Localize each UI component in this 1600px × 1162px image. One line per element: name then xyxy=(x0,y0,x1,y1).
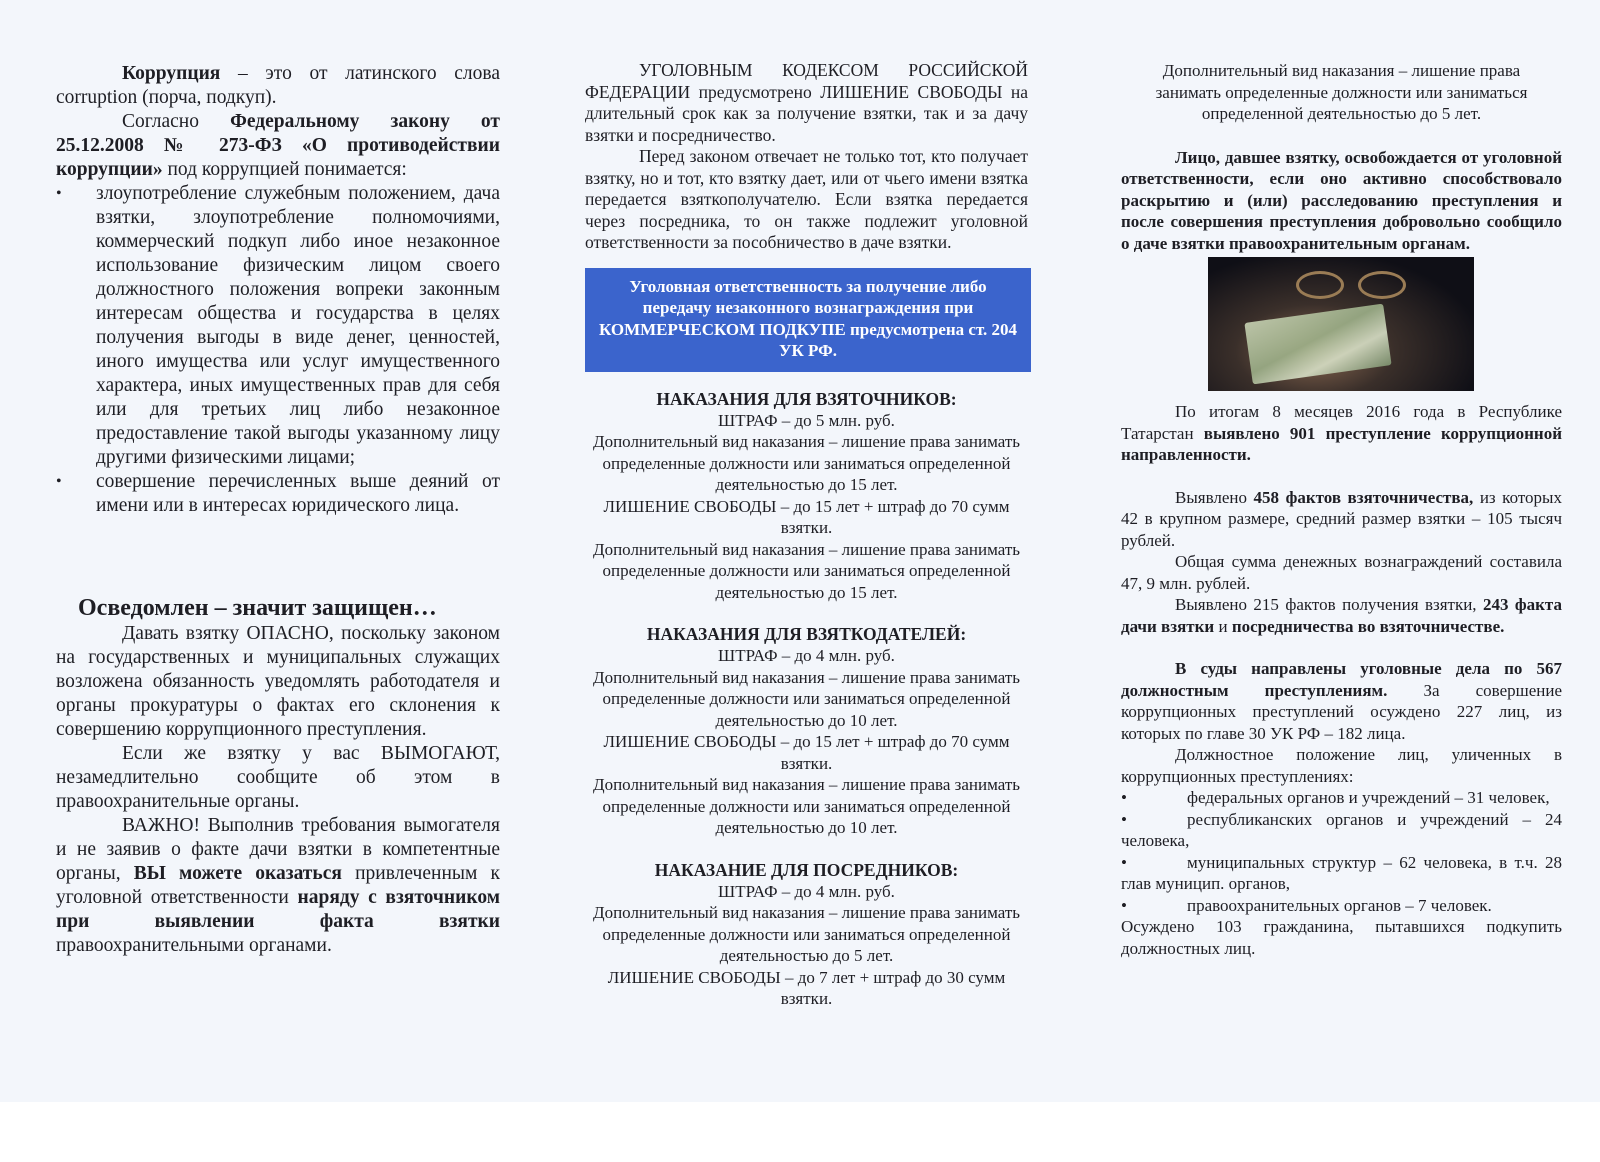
receipt-bold-1: 243 факта дачи взятки xyxy=(1121,595,1562,636)
court-cases xyxy=(1121,658,1562,744)
term-corruption: Коррупция xyxy=(122,63,221,84)
law-name: Федеральному закону от 25.12.2008 № 273-ФЗ «О противодействии коррупции» xyxy=(56,111,500,180)
statistics-intro xyxy=(1121,401,1562,466)
convicted-citizens: Осуждено 103 гражданина, пытавшихся подкупить должностных лиц. xyxy=(1121,917,1562,958)
stats-start: По итогам 8 месяцев 2016 года в Республике Татарстан xyxy=(1121,402,1562,443)
section-title: НАКАЗАНИЯ ДЛЯ ВЗЯТОЧНИКОВ: xyxy=(656,388,957,409)
definition-text: – это от латинского слова corruption (порча, подкуп). xyxy=(56,63,500,108)
list-item-text: муниципальных структур – 62 человека, в т.ч. 28 глав муницип. органов, xyxy=(1121,852,1562,893)
stats-bold: выявлено 901 преступление коррупционной направленности. xyxy=(1121,423,1563,464)
additional-penalty: Дополнительный вид наказания – лишение права занимать определенные должности или заниматься определенной деятельностью до 5 лет. xyxy=(1155,61,1528,123)
liability-paragraph: Перед законом отвечает не только тот, кто получает взятку, но и тот, кто взятку дает, или от чьего имени взятка передается взяткополучателю. Если взятка передается через посредника, то он также подлежит уголовной ответственности за пособничество в даче взятки. xyxy=(585,146,1028,252)
total-amount: Общая сумма денежных вознаграждений составила 47, 9 млн. рублей. xyxy=(1121,552,1562,593)
bullet-icon: • xyxy=(1121,809,1127,829)
facts-start: Выявлено xyxy=(1175,487,1254,507)
receipt-bold-2: посредничества во взяточничестве. xyxy=(1231,616,1505,636)
additional-penalty: Дополнительный вид наказания – лишение права занимать определенные должности или заниматься определенной деятельностью до 15 лет. xyxy=(592,432,1021,494)
receipt-start: Выявлено 215 фактов получения взятки, xyxy=(1175,595,1483,614)
law-intro: Согласно xyxy=(122,111,231,132)
list-item-text: правоохранительных органов – 7 человек. xyxy=(1187,895,1492,915)
list-item xyxy=(1121,895,1562,917)
fine-text: ШТРАФ – до 4 млн. руб. xyxy=(718,881,895,901)
list-item-text: федеральных органов и учреждений – 31 человек, xyxy=(1187,788,1550,807)
middle-column xyxy=(585,60,1028,1010)
receipt-mid: и xyxy=(1214,616,1232,636)
money-icon xyxy=(1244,304,1391,385)
important-bold-1: ВЫ можете оказаться xyxy=(133,863,342,884)
positions-intro: Должностное положение лиц, уличенных в коррупционных преступлениях: xyxy=(1121,745,1562,786)
additional-penalty: Дополнительный вид наказания – лишение права занимать определенные должности или заниматься определенной деятельностью до 10 лет. xyxy=(592,775,1021,837)
right-column xyxy=(1121,60,1562,959)
important-rest: правоохранительными органами. xyxy=(56,935,332,956)
court-rest: За совершение коррупционных преступлений осуждено 227 лиц, из которых по главе 30 УК РФ – 182 лица. xyxy=(1121,680,1562,743)
facts-rest: из которых 42 в крупном размере, средний размер взятки – 105 тысяч рублей. xyxy=(1121,487,1562,550)
criminal-code-paragraph: УГОЛОВНЫМ КОДЕКСОМ РОССИЙСКОЙ ФЕДЕРАЦИИ предусмотрено ЛИШЕНИЕ СВОБОДЫ на длительный срок как за получение взятки, так и за дачу взятки и посредничество. xyxy=(585,60,1028,145)
corruption-definition xyxy=(56,62,500,110)
list-item-text: республиканских органов и учреждений – 24 человека, xyxy=(1121,809,1562,850)
important-mid: привлеченным к уголовной ответственности xyxy=(56,863,500,908)
fine-text: ШТРАФ – до 5 млн. руб. xyxy=(718,410,895,430)
definition-list xyxy=(56,182,500,518)
additional-penalty: Дополнительный вид наказания – лишение права занимать определенные должности или заниматься определенной деятельностью до 5 лет. xyxy=(592,903,1021,965)
bullet-icon: • xyxy=(1121,788,1127,807)
imprisonment-text: ЛИШЕНИЕ СВОБОДЫ – до 15 лет + штраф до 70 сумм взятки. xyxy=(603,732,1010,773)
section-heading: Осведомлен – значит защищен… xyxy=(78,595,437,621)
federal-law-paragraph xyxy=(56,110,500,182)
bribery-facts xyxy=(1121,487,1562,552)
section-title: НАКАЗАНИЯ ДЛЯ ВЗЯТКОДАТЕЛЕЙ: xyxy=(646,624,967,644)
additional-penalty: Дополнительный вид наказания – лишение права занимать определенные должности или заниматься определенной деятельностью до 15 лет. xyxy=(592,539,1021,602)
additional-penalty: Дополнительный вид наказания – лишение права занимать определенные должности или заниматься определенной деятельностью до 10 лет. xyxy=(592,667,1021,730)
left-column xyxy=(56,62,500,958)
section-title: НАКАЗАНИЕ ДЛЯ ПОСРЕДНИКОВ: xyxy=(654,859,959,880)
bullet-icon: • xyxy=(1121,895,1127,915)
list-item: • совершение перечисленных выше деяний от имени или в интересах юридического лица. xyxy=(56,470,500,518)
list-item xyxy=(1121,809,1562,852)
page-bottom-margin xyxy=(0,1102,1600,1162)
important-paragraph xyxy=(56,814,500,958)
fine-text: ШТРАФ – до 4 млн. руб. xyxy=(718,646,895,665)
list-item: • злоупотребление служебным положением, дача взятки, злоупотребление полномочиями, коммерческий подкуп либо иное незаконное использование физическим лицом своего должностного положения вопреки законным интересам общества и государства в целях получения выгоды в виде денег, ценностей, иного имущества или услуг имущественного характера, иных имущественных прав для себя или для третьих лиц либо незаконное предоставление такой выгоды указанному лицу другими физическими лицами; xyxy=(56,182,500,470)
important-bold-2: наряду с взяточником при выявлении факта взятки xyxy=(56,887,500,932)
handcuff-icon xyxy=(1358,271,1406,299)
bribe-receipt-facts xyxy=(1121,594,1562,637)
imprisonment-text: ЛИШЕНИЕ СВОБОДЫ – до 7 лет + штраф до 30 сумм взятки. xyxy=(607,967,1006,1008)
positions-list xyxy=(1121,787,1562,916)
extortion-paragraph: Если же взятку у вас ВЫМОГАЮТ, незамедлительно сообщите об этом в правоохранительные органы. xyxy=(56,743,500,812)
danger-paragraph: Давать взятку ОПАСНО, поскольку законом на государственных и муниципальных служащих возложена обязанность уведомлять работодателя и органы прокуратуры о фактах его склонения к совершению коррупционного преступления. xyxy=(56,623,500,740)
imprisonment-text: ЛИШЕНИЕ СВОБОДЫ – до 15 лет + штраф до 70 сумм взятки. xyxy=(603,496,1010,537)
important-start: ВАЖНО! Выполнив требования вымогателя и не заявив о факте дачи взятки в компетентные органы, xyxy=(56,815,500,884)
list-item xyxy=(1121,852,1562,895)
handcuff-icon xyxy=(1296,271,1344,299)
court-bold: В суды направлены уголовные дела по 567 должностным преступлениям. xyxy=(1121,659,1562,700)
list-item xyxy=(1121,787,1562,809)
intermediary-penalties xyxy=(585,859,1028,1010)
handcuffed-hands-with-money-image xyxy=(1208,257,1474,391)
facts-bold: 458 фактов взяточничества, xyxy=(1253,487,1474,507)
bribe-taker-penalties xyxy=(585,388,1028,604)
commercial-bribery-notice: Уголовная ответственность за получение либо передачу незаконного вознаграждения при КОММЕРЧЕСКОМ ПОДКУПЕ предусмотрена ст. 204 УК РФ. xyxy=(585,268,1031,372)
law-rest: под коррупцией понимается: xyxy=(162,159,407,180)
exemption-paragraph: Лицо, давшее взятку, освобождается от уголовной ответственности, если оно активно способствовало раскрытию и (или) расследованию преступления и после совершения преступления добровольно сообщило о даче взятки правоохранительным органам. xyxy=(1121,147,1562,253)
bullet-icon: • xyxy=(1121,852,1127,872)
bribe-giver-penalties xyxy=(585,623,1028,839)
